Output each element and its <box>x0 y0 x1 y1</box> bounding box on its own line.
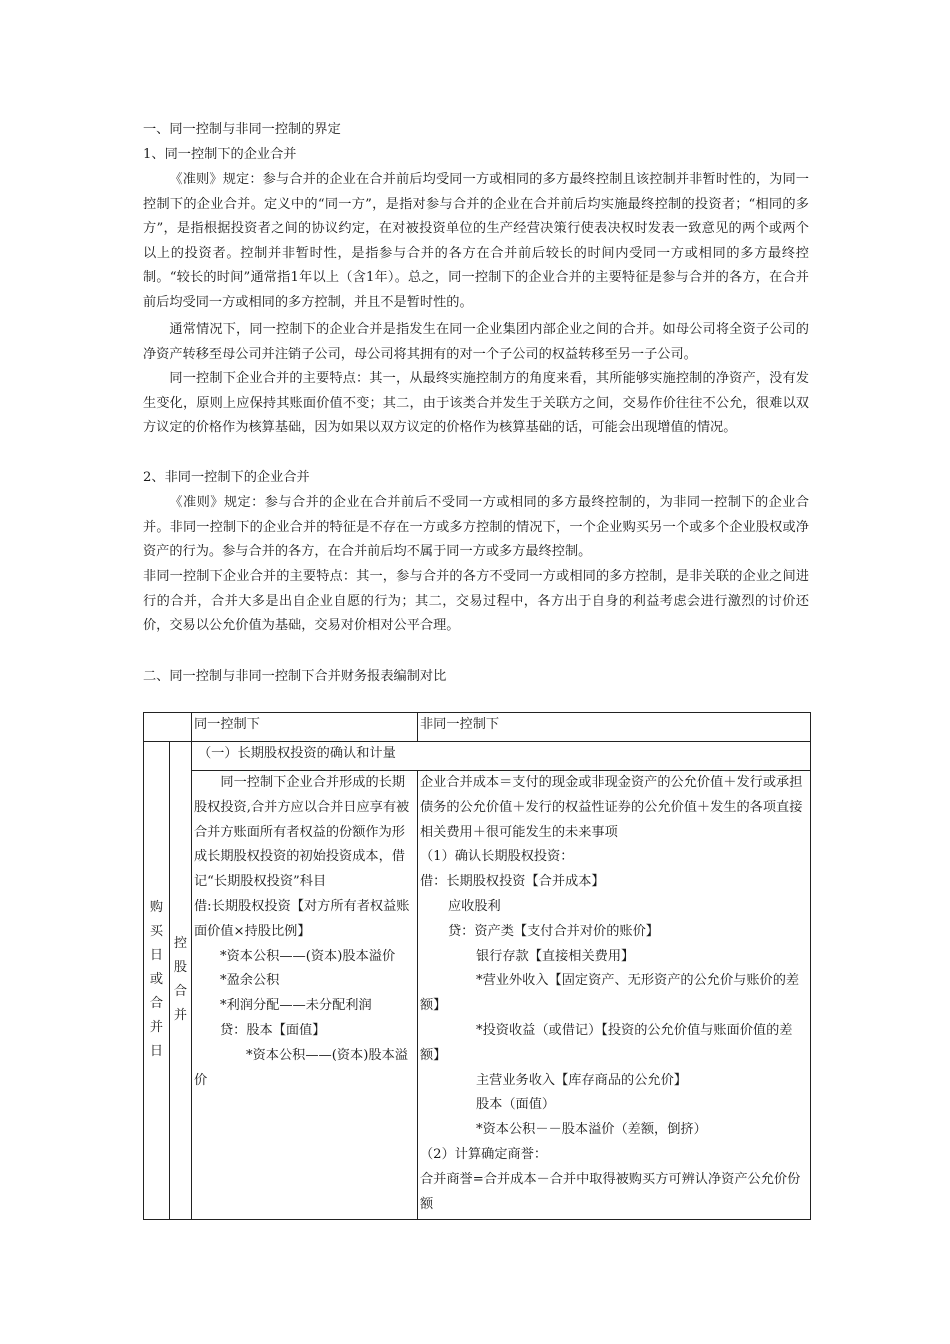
left-credit-capital-reserve-text: *资本公积——(资本)股本溢价 <box>194 1047 408 1088</box>
table-header-row <box>144 713 811 742</box>
right-debit: 借：长期股权投资【合并成本】 <box>420 874 605 890</box>
section-title-cell: （一）长期股权投资的确认和计量 <box>192 742 811 771</box>
right-merger-cost: 企业合并成本＝支付的现金或非现金资产的公允价值＋发行或承担债务的公允价值＋发行的权益性证券的公允价值＋发生的各项直接相关费用＋很可能发生的未来事项 <box>420 775 803 840</box>
right-main-revenue: 主营业务收入【库存商品的公允价】 <box>476 1072 687 1088</box>
right-non-operating-income: *营业外收入【固定资产、无形资产的公允价与账价的差额】 <box>420 973 800 1014</box>
left-profit-distribution: *利润分配——未分配利润 <box>220 998 372 1014</box>
same-control-content <box>192 771 418 1220</box>
right-bank-deposit: 银行存款【直接相关费用】 <box>476 948 635 964</box>
side-label-date: 购买日或合并日 <box>149 900 164 1060</box>
right-step-2: （2）计算确定商誉： <box>420 1146 548 1162</box>
left-credit-share-capital: 贷：股本【面值】 <box>220 1022 326 1038</box>
table-section-row <box>144 742 811 771</box>
right-credit-assets: 贷：资产类【支付合并对价的账价】 <box>448 923 659 939</box>
paragraph-same-control-features: 同一控制下企业合并的主要特点：其一，从最终实施控制方的角度来看，其所能够实施控制的净资产，没有发生变化，原则上应保持其账面价值不变；其二，由于该类合并发生于关联方之间，交易作价往往不公允，很难以双方议定的价格作为核算基础，因为如果以双方议定的价格作为核算基础的话，可能会出现增值的情况。 <box>143 371 809 435</box>
side-label-type-cell <box>170 742 192 1220</box>
non-same-control-content <box>418 771 811 1220</box>
subsection-heading-non-same-control: 2、非同一控制下的企业合并 <box>143 470 310 485</box>
side-label-type: 控股合并 <box>173 936 188 1024</box>
paragraph-definition-non-same-control: 《准则》规定：参与合并的企业在合并前后不受同一方或相同的多方最终控制的，为非同一控制下的企业合并。非同一控制下的企业合并的特征是不存在一方或多方控制的情况下，一个企业购买另一个或多个企业股权或净资产的行为。参与合并的各方，在合并前后均不属于同一方或多方最终控制。 <box>143 495 809 559</box>
left-surplus-reserve: *盈余公积 <box>220 973 280 989</box>
section-heading-2: 二、同一控制与非同一控制下合并财务报表编制对比 <box>143 669 447 684</box>
right-dividends: 应收股利 <box>448 898 501 914</box>
header-same-control: 同一控制下 <box>192 713 418 742</box>
header-non-same-control: 非同一控制下 <box>418 713 811 742</box>
right-capital-reserve: *资本公积－－股本溢价（差额，倒挤） <box>476 1122 707 1138</box>
left-intro: 同一控制下企业合并形成的长期股权投资,合并方应以合并日应享有被合并方账面所有者权益的份额作为形成长期股权投资的初始投资成本，借记“长期股权投资”科目 <box>194 775 410 890</box>
comparison-table <box>143 712 811 1220</box>
section-heading-1: 一、同一控制与非同一控制的界定 <box>143 122 341 137</box>
paragraph-definition-same-control: 《准则》规定：参与合并的企业在合并前后均受同一方或相同的多方最终控制且该控制并非暂时性的，为同一控制下的企业合并。定义中的“同一方”，是指对参与合并的企业在合并前后均实施最终控制的投资者；“相同的多方”，是指根据投资者之间的协议约定，在对被投资单位的生产经营决策行使表决权时发表一致意见的两个或两个以上的投资者。控制并非暂时性，是指参与合并的各方在合并前后较长的时间内受同一方或相同的多方最终控制。“较长的时间”通常指1年以上（含1年）。总之，同一控制下的企业合并的主要特征是参与合并的各方，在合并前后均受同一方或相同的多方控制，并且不是暂时性的。 <box>143 172 809 310</box>
subsection-heading-same-control: 1、同一控制下的企业合并 <box>143 147 297 162</box>
left-debit: 借:长期股权投资【对方所有者权益账面价值×持股比例】 <box>194 898 410 939</box>
right-share-capital: 股本（面值） <box>476 1097 556 1113</box>
right-investment-income: *投资收益（或借记）【投资的公允价值与账面价值的差额】 <box>420 1022 793 1063</box>
right-step-1: （1）确认长期股权投资： <box>420 849 574 865</box>
right-goodwill: 合并商誉=合并成本－合并中取得被购买方可辨认净资产公允价份额 <box>420 1171 801 1212</box>
left-capital-reserve: *资本公积——(资本)股本溢价 <box>220 948 396 964</box>
paragraph-non-same-control-features: 非同一控制下企业合并的主要特点：其一，参与合并的各方不受同一方或相同的多方控制，是非关联的企业之间进行的合并，合并大多是出自企业自愿的行为；其二，交易过程中，各方出于自身的利益考虑会进行激烈的讨价还价，交易以公允价值为基础，交易对价相对公平合理。 <box>143 569 809 633</box>
paragraph-same-control-typical: 通常情况下，同一控制下的企业合并是指发生在同一企业集团内部企业之间的合并。如母公司将全资子公司的净资产转移至母公司并注销子公司，母公司将其拥有的对一个子公司的权益转移至另一子公司。 <box>143 322 809 362</box>
left-credit-capital-reserve <box>194 1044 415 1094</box>
header-empty-cell <box>144 713 192 742</box>
table-content-row <box>144 771 811 1220</box>
side-label-date-cell <box>144 742 170 1220</box>
